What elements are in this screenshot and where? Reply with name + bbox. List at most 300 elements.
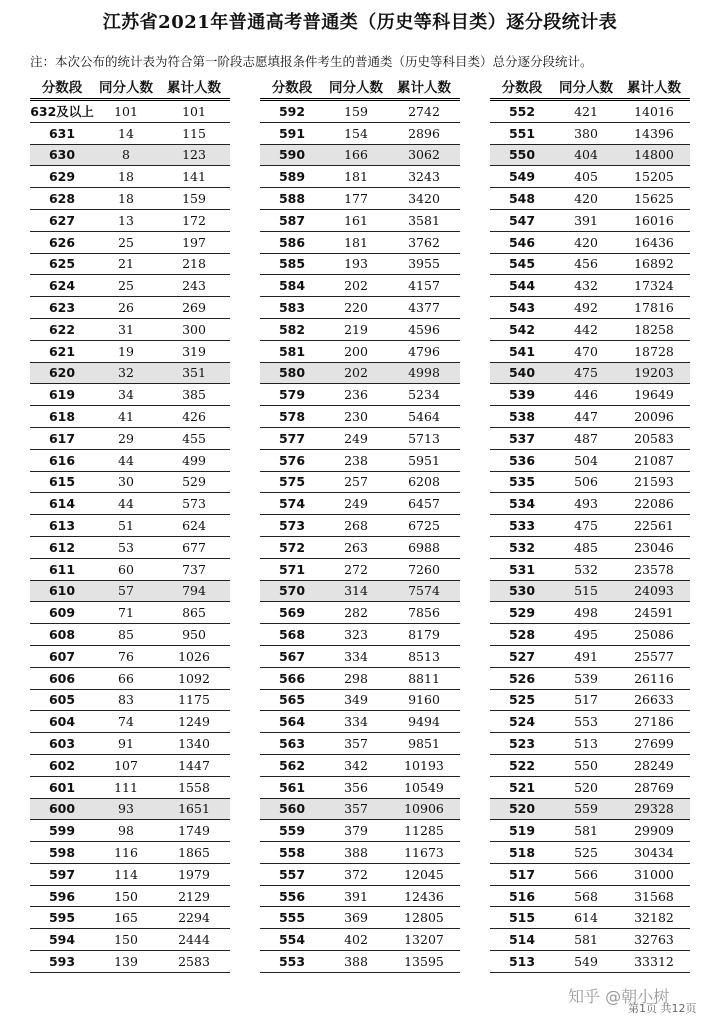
table-row (260, 799, 460, 821)
same-count-cell: 520 (574, 779, 598, 795)
table-row (260, 559, 460, 581)
cumulative-cell: 20096 (634, 409, 674, 425)
table-row (260, 581, 460, 603)
same-count-cell: 249 (344, 496, 368, 512)
same-count-cell: 51 (118, 518, 134, 534)
score-cell: 613 (48, 518, 76, 534)
cumulative-cell: 28769 (634, 779, 674, 795)
score-cell: 622 (48, 321, 76, 337)
table-row (260, 428, 460, 450)
same-count-cell: 25 (118, 234, 134, 250)
table-row (260, 406, 460, 428)
score-cell: 548 (508, 191, 536, 207)
score-cell: 598 (48, 844, 76, 860)
cumulative-cell: 4157 (408, 278, 440, 294)
table-row (260, 319, 460, 341)
table-row (490, 646, 690, 668)
table-row (260, 537, 460, 559)
header-cumulative: 累计人数 (627, 80, 681, 96)
score-cell: 604 (48, 714, 76, 730)
same-count-cell: 388 (344, 953, 368, 969)
score-cell: 625 (48, 256, 76, 272)
same-count-cell: 420 (574, 234, 598, 250)
score-cell: 591 (278, 125, 306, 141)
same-count-cell: 41 (118, 409, 134, 425)
same-count-cell: 298 (344, 670, 368, 686)
score-cell: 569 (278, 605, 306, 621)
table-row (30, 254, 230, 276)
table-row (260, 646, 460, 668)
cumulative-cell: 3955 (408, 256, 440, 272)
table-row (490, 951, 690, 973)
cumulative-cell: 31000 (634, 866, 674, 882)
score-cell: 517 (508, 866, 536, 882)
score-cell: 566 (278, 670, 306, 686)
table-row (260, 842, 460, 864)
cumulative-cell: 8179 (408, 627, 440, 643)
cumulative-cell: 18728 (634, 343, 674, 359)
table-row (260, 166, 460, 188)
score-cell: 554 (278, 932, 306, 948)
score-cell: 558 (278, 844, 306, 860)
score-cell: 589 (278, 169, 306, 185)
same-count-cell: 150 (114, 932, 138, 948)
same-count-cell: 25 (118, 278, 134, 294)
score-cell: 563 (278, 736, 306, 751)
same-count-cell: 139 (114, 953, 138, 969)
table-row (260, 275, 460, 297)
table-row (490, 210, 690, 232)
same-count-cell: 159 (344, 103, 368, 119)
score-cell: 578 (278, 409, 306, 425)
same-count-cell: 470 (574, 343, 598, 359)
same-count-cell: 13 (118, 212, 134, 228)
cumulative-cell: 14016 (634, 103, 674, 119)
score-cell: 556 (278, 888, 306, 904)
cumulative-cell: 32182 (634, 910, 674, 926)
table-row (490, 537, 690, 559)
cumulative-cell: 2583 (178, 953, 210, 969)
score-cell: 612 (48, 539, 76, 555)
table-row (30, 406, 230, 428)
table-row (30, 864, 230, 886)
cumulative-cell: 6988 (408, 539, 440, 555)
score-cell: 571 (278, 561, 306, 577)
score-cell: 550 (508, 147, 536, 163)
table-row (260, 624, 460, 646)
score-cell: 618 (48, 409, 76, 425)
table-row (30, 602, 230, 624)
cumulative-cell: 29909 (634, 823, 674, 839)
table-row (30, 537, 230, 559)
table-header (260, 74, 460, 101)
cumulative-cell: 16436 (634, 234, 674, 250)
header-same-count: 同分人数 (329, 80, 383, 96)
table-row (30, 515, 230, 537)
same-count-cell: 236 (344, 387, 368, 403)
cumulative-cell: 4998 (408, 365, 440, 381)
score-cell: 553 (278, 953, 306, 969)
cumulative-cell: 4796 (408, 343, 440, 359)
score-cell: 538 (508, 409, 536, 425)
cumulative-cell: 22086 (634, 496, 674, 512)
table-row (30, 145, 230, 167)
cumulative-cell: 14396 (634, 125, 674, 141)
table-row (30, 559, 230, 581)
table-row (490, 777, 690, 799)
score-cell: 570 (278, 583, 306, 599)
document-note: 注：本次公布的统计表为符合第一阶段志愿填报条件考生的普通类（历史等科目类）总分逐分段统计。 (30, 54, 593, 69)
same-count-cell: 93 (118, 801, 134, 817)
same-count-cell: 257 (344, 474, 368, 490)
same-count-cell: 18 (118, 169, 134, 185)
score-cell: 629 (48, 169, 76, 185)
cumulative-cell: 1447 (178, 757, 210, 773)
same-count-cell: 85 (118, 627, 134, 643)
score-cell: 616 (48, 452, 76, 468)
table-row (30, 450, 230, 472)
score-cell: 555 (278, 910, 306, 926)
cumulative-cell: 101 (182, 103, 206, 119)
same-count-cell: 114 (114, 866, 138, 882)
cumulative-cell: 865 (182, 605, 206, 621)
table-row (30, 297, 230, 319)
table-row (30, 733, 230, 755)
cumulative-cell: 455 (182, 430, 206, 446)
same-count-cell: 349 (344, 692, 368, 708)
same-count-cell: 504 (574, 452, 598, 468)
cumulative-cell: 1249 (178, 714, 210, 730)
score-cell: 542 (508, 321, 536, 337)
same-count-cell: 475 (574, 365, 598, 381)
table-row (490, 428, 690, 450)
table-row (490, 472, 690, 494)
table-row (30, 319, 230, 341)
cumulative-cell: 17816 (634, 300, 674, 316)
table-row (30, 755, 230, 777)
score-cell: 562 (278, 757, 306, 773)
cumulative-cell: 197 (182, 234, 206, 250)
cumulative-cell: 19203 (634, 365, 674, 381)
cumulative-cell: 9851 (408, 736, 440, 751)
same-count-cell: 513 (574, 736, 598, 751)
score-cell: 557 (278, 866, 306, 882)
cumulative-cell: 1558 (178, 779, 210, 795)
score-cell: 522 (508, 757, 536, 773)
same-count-cell: 263 (344, 539, 368, 555)
cumulative-cell: 5951 (408, 452, 440, 468)
cumulative-cell: 33312 (634, 953, 674, 969)
same-count-cell: 29 (118, 430, 134, 446)
same-count-cell: 421 (574, 103, 598, 119)
same-count-cell: 76 (118, 648, 134, 664)
cumulative-cell: 16016 (634, 212, 674, 228)
table-row (490, 602, 690, 624)
same-count-cell: 31 (118, 321, 134, 337)
cumulative-cell: 950 (182, 627, 206, 643)
score-cell: 590 (278, 147, 306, 163)
same-count-cell: 26 (118, 300, 134, 316)
same-count-cell: 34 (118, 387, 134, 403)
score-cell: 583 (278, 300, 306, 316)
same-count-cell: 614 (574, 910, 598, 926)
cumulative-cell: 25577 (634, 648, 674, 664)
table-row (490, 559, 690, 581)
table-row (30, 166, 230, 188)
cumulative-cell: 24591 (634, 605, 674, 621)
cumulative-cell: 32763 (634, 932, 674, 948)
cumulative-cell: 27186 (634, 714, 674, 730)
same-count-cell: 447 (574, 409, 598, 425)
score-cell: 551 (508, 125, 536, 141)
cumulative-cell: 269 (182, 300, 206, 316)
cumulative-cell: 2896 (408, 125, 440, 141)
cumulative-cell: 13207 (404, 932, 444, 948)
table-row (490, 799, 690, 821)
table-row (260, 668, 460, 690)
document-title: 江苏省2021年普通高考普通类（历史等科目类）逐分段统计表 (102, 12, 618, 33)
same-count-cell: 456 (574, 256, 598, 272)
table-row (30, 907, 230, 929)
score-cell: 521 (508, 779, 536, 795)
score-cell: 594 (48, 932, 76, 948)
table-row (260, 733, 460, 755)
same-count-cell: 21 (118, 256, 134, 272)
score-cell: 582 (278, 321, 306, 337)
same-count-cell: 495 (574, 627, 598, 643)
cumulative-cell: 677 (182, 539, 206, 555)
table-row (30, 581, 230, 603)
score-cell: 602 (48, 757, 76, 773)
same-count-cell: 379 (344, 823, 368, 839)
same-count-cell: 268 (344, 518, 368, 534)
score-cell: 611 (48, 561, 76, 577)
header-same-count: 同分人数 (99, 80, 153, 96)
table-row (30, 929, 230, 951)
cumulative-cell: 23046 (634, 539, 674, 555)
header-score: 分数段 (41, 80, 83, 96)
cumulative-cell: 24093 (634, 583, 674, 599)
same-count-cell: 220 (344, 300, 368, 316)
score-cell: 580 (278, 365, 306, 381)
same-count-cell: 177 (344, 191, 368, 207)
score-cell: 608 (48, 627, 76, 643)
table-row (260, 254, 460, 276)
score-cell: 544 (508, 278, 536, 294)
score-cell: 527 (508, 648, 536, 664)
same-count-cell: 165 (114, 910, 138, 926)
same-count-cell: 388 (344, 844, 368, 860)
same-count-cell: 539 (574, 670, 598, 686)
same-count-cell: 30 (118, 474, 134, 490)
table-row (260, 864, 460, 886)
score-cell: 581 (278, 343, 306, 359)
score-cell: 547 (508, 212, 536, 228)
table-row (490, 864, 690, 886)
cumulative-cell: 3581 (408, 212, 440, 228)
same-count-cell: 532 (574, 561, 598, 577)
same-count-cell: 334 (344, 714, 368, 730)
table-row (260, 690, 460, 712)
same-count-cell: 44 (118, 496, 134, 512)
cumulative-cell: 7856 (408, 605, 440, 621)
score-cell: 614 (48, 496, 76, 512)
table-row (490, 929, 690, 951)
same-count-cell: 18 (118, 191, 134, 207)
table-row (30, 624, 230, 646)
same-count-cell: 161 (344, 212, 368, 228)
table-row (490, 406, 690, 428)
score-cell: 568 (278, 627, 306, 643)
cumulative-cell: 1749 (178, 823, 210, 839)
table-row (490, 384, 690, 406)
cumulative-cell: 9160 (408, 692, 440, 708)
score-cell: 559 (278, 823, 306, 839)
cumulative-cell: 573 (182, 496, 206, 512)
score-cell: 520 (508, 801, 536, 817)
table-row (490, 690, 690, 712)
table-row (260, 515, 460, 537)
header-score: 分数段 (501, 80, 543, 96)
same-count-cell: 111 (114, 779, 138, 795)
score-cell: 579 (278, 387, 306, 403)
cumulative-cell: 123 (182, 147, 206, 163)
score-cell: 543 (508, 300, 536, 316)
table-row (30, 123, 230, 145)
header-cumulative: 累计人数 (397, 80, 451, 96)
score-cell: 536 (508, 452, 536, 468)
cumulative-cell: 26116 (634, 670, 674, 686)
cumulative-cell: 30434 (634, 844, 674, 860)
table-row (260, 123, 460, 145)
same-count-cell: 492 (574, 300, 598, 316)
cumulative-cell: 14800 (634, 147, 674, 163)
cumulative-cell: 15625 (634, 191, 674, 207)
same-count-cell: 391 (574, 212, 598, 228)
same-count-cell: 249 (344, 430, 368, 446)
cumulative-cell: 2294 (178, 910, 210, 926)
cumulative-cell: 9494 (408, 714, 440, 730)
same-count-cell: 491 (574, 648, 598, 664)
score-cell: 606 (48, 670, 76, 686)
same-count-cell: 356 (344, 779, 368, 795)
table-row (30, 210, 230, 232)
table-row (260, 951, 460, 973)
cumulative-cell: 17324 (634, 278, 674, 294)
table-row (30, 275, 230, 297)
table-row (260, 820, 460, 842)
cumulative-cell: 499 (182, 452, 206, 468)
same-count-cell: 200 (344, 343, 368, 359)
table-row (30, 690, 230, 712)
cumulative-cell: 300 (182, 321, 206, 337)
score-cell: 535 (508, 474, 536, 490)
cumulative-cell: 27699 (634, 736, 674, 751)
score-cell: 597 (48, 866, 76, 882)
score-cell: 552 (508, 103, 536, 119)
table-row (260, 232, 460, 254)
table-row (30, 711, 230, 733)
cumulative-cell: 319 (182, 343, 206, 359)
cumulative-cell: 3062 (408, 147, 440, 163)
cumulative-cell: 29328 (634, 801, 674, 817)
score-cell: 619 (48, 387, 76, 403)
same-count-cell: 66 (118, 670, 134, 686)
table-row (30, 777, 230, 799)
score-cell: 585 (278, 256, 306, 272)
same-count-cell: 485 (574, 539, 598, 555)
same-count-cell: 57 (118, 583, 134, 599)
score-cell: 537 (508, 430, 536, 446)
cumulative-cell: 28249 (634, 757, 674, 773)
score-cell: 528 (508, 627, 536, 643)
score-cell: 586 (278, 234, 306, 250)
same-count-cell: 402 (344, 932, 368, 948)
cumulative-cell: 385 (182, 387, 206, 403)
header-cumulative: 累计人数 (167, 80, 221, 96)
cumulative-cell: 2444 (178, 932, 210, 948)
score-cell: 514 (508, 932, 536, 948)
same-count-cell: 334 (344, 648, 368, 664)
cumulative-cell: 5234 (408, 387, 440, 403)
table-row (490, 319, 690, 341)
table-row (30, 951, 230, 973)
same-count-cell: 420 (574, 191, 598, 207)
same-count-cell: 559 (574, 801, 598, 817)
score-cell: 561 (278, 779, 306, 795)
table-header (30, 74, 230, 101)
cumulative-cell: 624 (182, 518, 206, 534)
score-cell: 623 (48, 300, 76, 316)
cumulative-cell: 5713 (408, 430, 440, 446)
cumulative-cell: 6725 (408, 518, 440, 534)
same-count-cell: 506 (574, 474, 598, 490)
cumulative-cell: 4596 (408, 321, 440, 337)
score-cell: 587 (278, 212, 306, 228)
cumulative-cell: 8811 (408, 670, 440, 686)
same-count-cell: 181 (344, 169, 368, 185)
table-column-2 (260, 74, 460, 973)
cumulative-cell: 794 (182, 583, 206, 599)
cumulative-cell: 6457 (408, 496, 440, 512)
score-cell: 546 (508, 234, 536, 250)
table-row (260, 210, 460, 232)
table-row (30, 886, 230, 908)
score-cell: 626 (48, 234, 76, 250)
table-body (260, 101, 460, 973)
same-count-cell: 446 (574, 387, 598, 403)
same-count-cell: 550 (574, 757, 598, 773)
table-row (490, 297, 690, 319)
cumulative-cell: 159 (182, 191, 206, 207)
same-count-cell: 581 (574, 932, 598, 948)
cumulative-cell: 21087 (634, 452, 674, 468)
same-count-cell: 515 (574, 583, 598, 599)
score-cell: 524 (508, 714, 536, 730)
cumulative-cell: 13595 (404, 953, 444, 969)
table-row (30, 188, 230, 210)
score-cell: 576 (278, 452, 306, 468)
same-count-cell: 154 (344, 125, 368, 141)
table-row (490, 166, 690, 188)
score-cell: 533 (508, 518, 536, 534)
score-cell: 595 (48, 910, 76, 926)
table-row (30, 472, 230, 494)
cumulative-cell: 16892 (634, 256, 674, 272)
score-cell: 523 (508, 736, 536, 751)
same-count-cell: 404 (574, 147, 598, 163)
table-row (260, 145, 460, 167)
